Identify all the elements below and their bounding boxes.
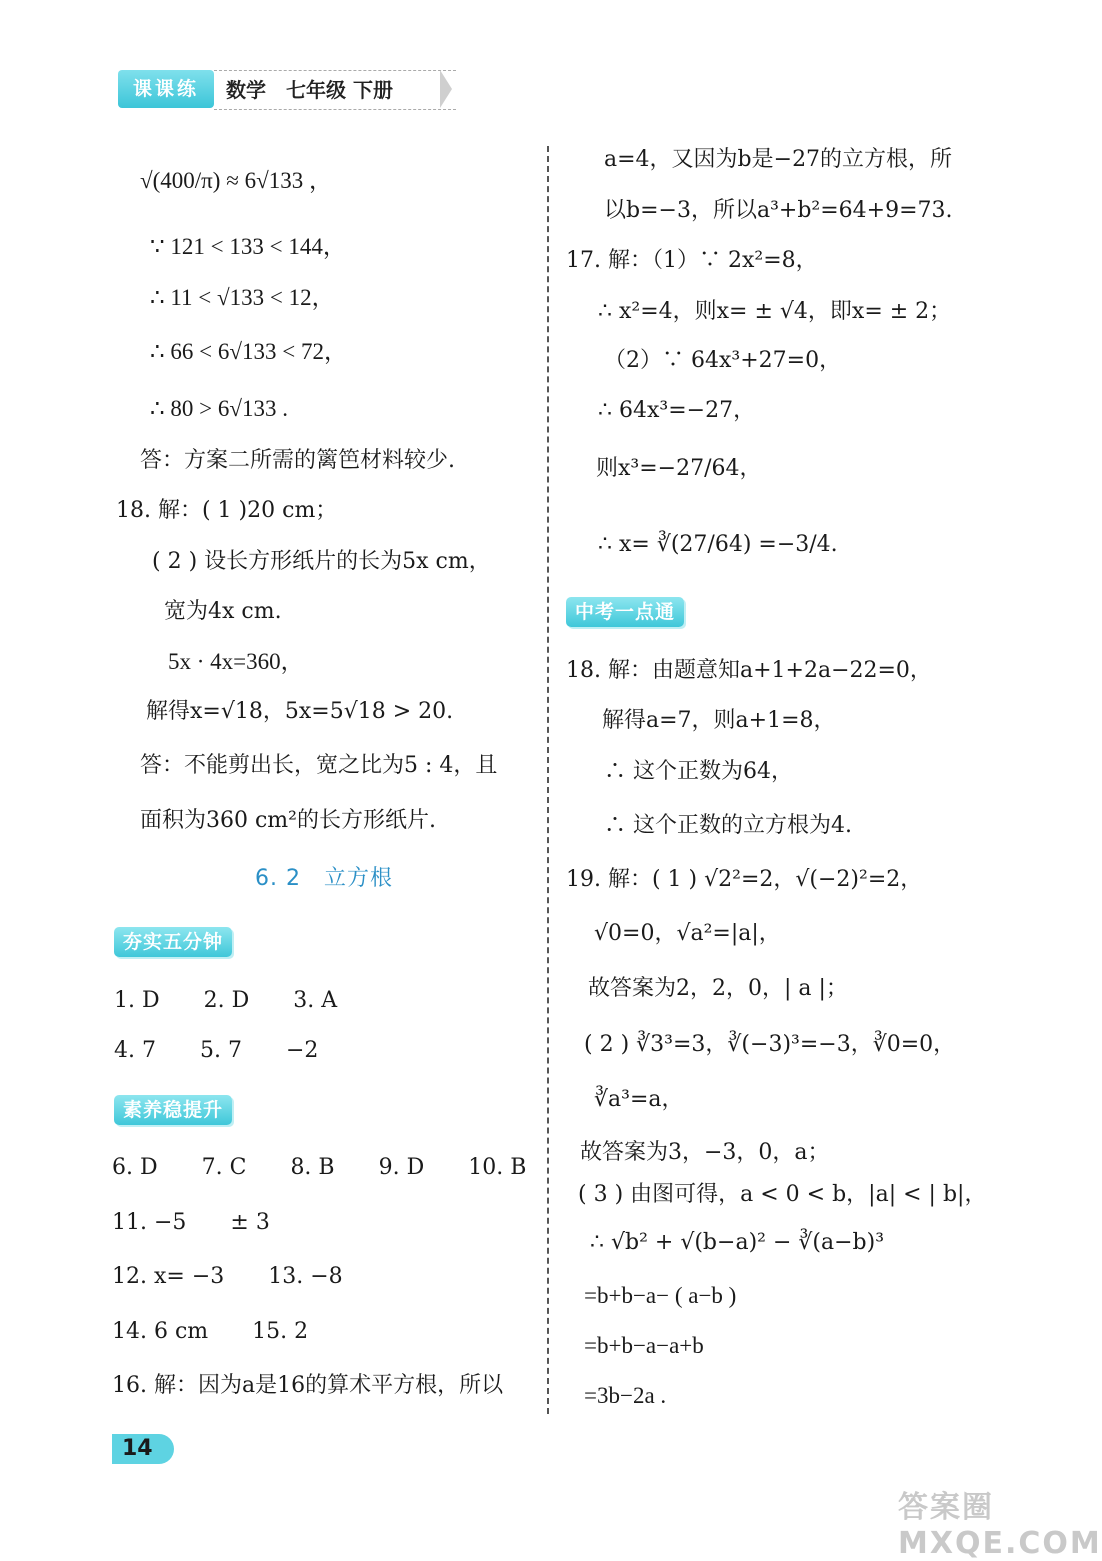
right-line-4: ∴ x²=4，则x= ± √4，即x= ± 2； <box>598 299 952 324</box>
answers2-line-5: 16. 解：因为a是16的算术平方根，所以 <box>112 1373 504 1398</box>
right2-line-14: =b+b−a−a+b <box>584 1333 704 1358</box>
left-line-7: 18. 解：( 1 )20 cm； <box>116 498 338 523</box>
right-line-5: （2）∵ 64x³+27=0， <box>604 348 842 373</box>
watermark: 答案圈 MXQE.COM <box>898 1490 1102 1561</box>
right2-line-15: =3b−2a . <box>584 1383 667 1408</box>
book-title: 数学 七年级 下册 <box>214 70 456 110</box>
left-line-3: ∴ 11 < √133 < 12， <box>150 285 335 310</box>
right2-line-6: √0=0，√a²=|a|， <box>594 921 781 946</box>
right2-line-4: ∴ 这个正数的立方根为4. <box>604 813 852 838</box>
answers2-line-2: 11. −5 ± 3 <box>112 1210 270 1235</box>
right2-line-11: ( 3 ) 由图可得，a < 0 < b，|a| < | b|， <box>578 1182 987 1207</box>
left-line-10: 5x · 4x=360， <box>168 649 304 674</box>
right2-line-3: ∴ 这个正数为64， <box>604 759 793 784</box>
section-title: 6. 2 立方根 <box>255 866 393 891</box>
answers2-line-1: 6. D 7. C 8. B 9. D 10. B <box>112 1155 527 1180</box>
left-line-8: ( 2 ) 设长方形纸片的长为5x cm， <box>152 549 491 574</box>
header-arrow-decoration <box>440 70 452 108</box>
right-line-7: 则x³=−27/64， <box>596 456 762 481</box>
left-line-13: 面积为360 cm²的长方形纸片. <box>140 808 436 833</box>
column-divider <box>547 146 549 1414</box>
left-line-4: ∴ 66 < 6√133 < 72， <box>150 339 347 364</box>
left-line-11: 解得x=√18，5x=5√18 > 20. <box>146 699 454 724</box>
series-badge: 课课练 <box>118 70 214 108</box>
right-line-3: 17. 解：（1）∵ 2x²=8， <box>566 248 818 273</box>
left-line-5: ∴ 80 > 6√133 . <box>150 396 288 421</box>
answers1-line-2: 4. 7 5. 7 −2 <box>114 1038 319 1063</box>
answers2-line-4: 14. 6 cm 15. 2 <box>112 1319 309 1344</box>
right-line-1: a=4，又因为b是−27的立方根，所 <box>604 147 953 172</box>
tag-practice-five-minutes: 夯实五分钟 <box>114 927 232 957</box>
tag-exam-tips: 中考一点通 <box>566 597 684 627</box>
page-number: 14 <box>112 1434 174 1464</box>
right2-line-10: 故答案为3，−3，0，a； <box>580 1140 830 1165</box>
right2-line-9: ∛a³=a， <box>594 1087 684 1112</box>
left-line-12: 答：不能剪出长，宽之比为5 : 4，且 <box>140 753 498 778</box>
left-line-1: √(400/π) ≈ 6√133 ， <box>140 168 332 193</box>
tag-literacy-improvement: 素养稳提升 <box>114 1095 232 1125</box>
right2-line-2: 解得a=7，则a+1=8， <box>602 708 836 733</box>
answers1-line-1: 1. D 2. D 3. A <box>114 988 338 1013</box>
right2-line-7: 故答案为2，2，0，| a |； <box>588 976 848 1001</box>
right2-line-5: 19. 解：( 1 ) √2²=2，√(−2)²=2， <box>566 867 923 892</box>
answers2-line-3: 12. x= −3 13. −8 <box>112 1264 343 1289</box>
left-line-9: 宽为4x cm. <box>164 599 282 624</box>
right2-line-1: 18. 解：由题意知a+1+2a−22=0， <box>566 658 932 683</box>
left-line-2: ∵ 121 < 133 < 144， <box>150 234 346 259</box>
right2-line-13: =b+b−a− ( a−b ) <box>584 1283 737 1308</box>
right-line-2: 以b=−3，所以a³+b²=64+9=73. <box>604 198 953 223</box>
right-line-6: ∴ 64x³=−27， <box>598 398 756 423</box>
right2-line-8: ( 2 ) ∛3³=3，∛(−3)³=−3，∛0=0， <box>584 1032 956 1057</box>
left-line-6: 答：方案二所需的篱笆材料较少. <box>140 448 455 473</box>
right-line-8: ∴ x= ∛(27/64) =−3/4. <box>598 532 838 557</box>
right2-line-12: ∴ √b² + √(b−a)² − ∛(a−b)³ <box>590 1230 885 1255</box>
